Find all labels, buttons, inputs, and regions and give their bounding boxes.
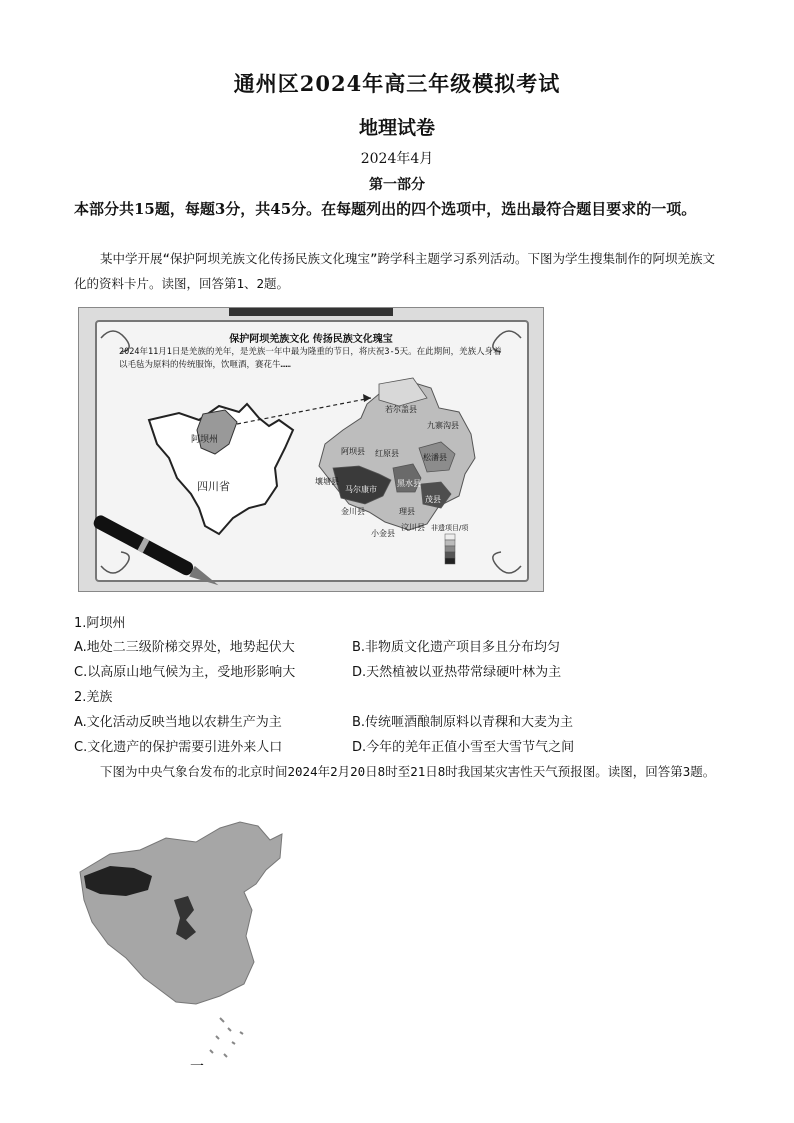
exam-title: 通州区2024年高三年级模拟考试 [233, 71, 561, 96]
county-label: 汶川县 [401, 523, 425, 532]
exam-subject: 地理试卷 [358, 117, 435, 139]
china-weather-map [70, 818, 290, 1078]
county-label: 茂县 [425, 495, 441, 504]
option: D.今年的羌年正值小雪至大雪节气之间 [352, 740, 575, 755]
county-label: 红原县 [375, 449, 399, 458]
option: B.传统咂酒酿制原料以青稞和大麦为主 [352, 715, 574, 730]
county-label: 马尔康市 [345, 485, 377, 494]
fountain-pen-icon [92, 513, 222, 591]
option: A.地处二三级阶梯交界处，地势起伏大 [74, 640, 295, 655]
card-text: 2024年11月1日是羌族的羌年，是羌族一年中最为隆重的节日，将庆祝3-5天。在此期间，羌族人身着以毛毡为原料的传统服饰，饮咂酒，赛花牛…… [119, 347, 502, 370]
card-title: 保护阿坝羌族文化 传扬民族文化瑰宝 [229, 334, 393, 345]
map-marker-text: 一 [190, 1059, 204, 1075]
county-label: 壤塘县 [315, 477, 339, 486]
instructions: 本部分共15题，每题3分，共45分。在每题列出的四个选项中，选出最符合题目要求的一项。 [74, 200, 697, 218]
exam-date: 2024年4月 [360, 151, 434, 167]
county-label: 黑水县 [397, 479, 421, 488]
resource-card-figure [78, 307, 544, 592]
option: A.文化活动反映当地以农耕生产为主 [74, 715, 282, 730]
prefecture-label: 阿坝州 [191, 435, 219, 445]
county-label: 理县 [399, 507, 415, 516]
option: C.文化遗产的保护需要引进外来人口 [74, 740, 283, 755]
question-1-stem: 1.阿坝州 [74, 616, 126, 631]
option: D.天然植被以亚热带常绿硬叶林为主 [352, 665, 562, 680]
option: B.非物质文化遗产项目多且分布均匀 [352, 640, 561, 655]
legend-title: 非遗项目/项 [431, 524, 469, 532]
county-label: 小金县 [371, 529, 395, 538]
county-label: 九寨沟县 [427, 421, 459, 430]
county-label: 若尔盖县 [385, 405, 417, 414]
province-label: 四川省 [197, 480, 230, 493]
passage-2: 下图为中央气象台发布的北京时间2024年2月20日8时至21日8时我国某灾害性天气预报图。读图，回答第3题。 [100, 764, 716, 779]
option: C.以高原山地气候为主，受地形影响大 [74, 665, 296, 680]
county-label: 松潘县 [423, 453, 447, 462]
county-label: 金川县 [341, 507, 365, 516]
part-heading: 第一部分 [369, 177, 425, 193]
passage-1: 某中学开展“保护阿坝羌族文化传扬民族文化瑰宝”跨学科主题学习系列活动。下图为学生搜集制作的阿坝羌族文化的资料卡片。读图，回答第1、2题。 [74, 251, 716, 291]
question-2-stem: 2.羌族 [74, 690, 113, 705]
county-label: 阿坝县 [341, 447, 365, 456]
